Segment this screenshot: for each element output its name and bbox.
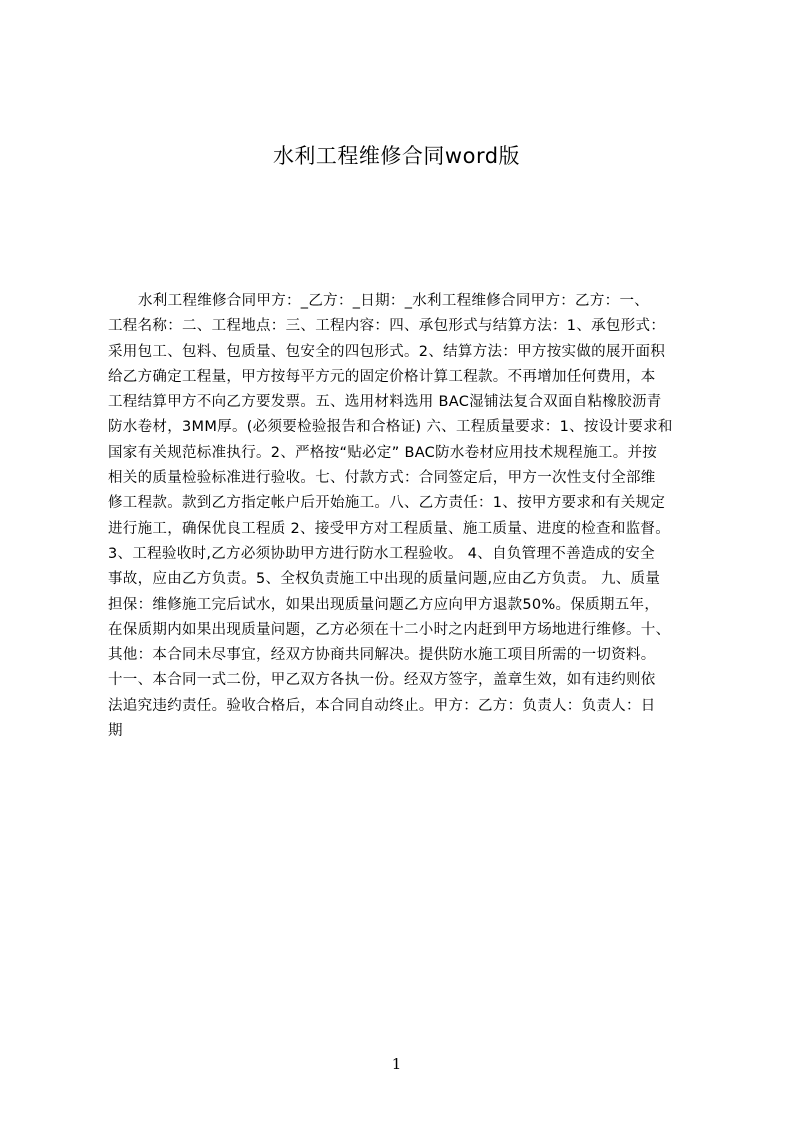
body-line: 国家有关规范标准执行。2、严格按“贴必定” BAC防水卷材应用技术规程施工。并按 <box>108 444 658 461</box>
body-line: 事故，应由乙方负责。5、全权负责施工中出现的质量问题,应由乙方负责。 九、质量 <box>108 571 661 588</box>
document-title: 水利工程维修合同word版 <box>272 144 521 168</box>
body-line: 给乙方确定工程量，甲方按每平方元的固定价格计算工程款。不再增加任何费用，本 <box>108 368 656 385</box>
body-line: 3、工程验收时,乙方必须协助甲方进行防水工程验收。 4、自负管理不善造成的安全 <box>108 545 655 562</box>
body-line: 水利工程维修合同甲方：_乙方：_日期：_水利工程维修合同甲方：乙方：一、 <box>138 293 650 309</box>
body-line: 进行施工，确保优良工程质 2、接受甲方对工程质量、施工质量、进度的检查和监督。 <box>108 520 671 537</box>
body-line: 十一、本合同一式二份，甲乙双方各执一份。经双方签字，盖章生效，如有违约则依 <box>108 672 656 689</box>
body-line: 法追究违约责任。验收合格后，本合同自动终止。甲方：乙方：负责人：负责人：日 <box>108 697 656 714</box>
body-line: 修工程款。款到乙方指定帐户后开始施工。八、乙方责任：1、按甲方要求和有关规定 <box>108 495 666 512</box>
body-line: 其他：本合同未尽事宜，经双方协商共同解决。提供防水施工项目所需的一切资料。 <box>108 647 656 664</box>
body-line: 防水卷材，3MM厚。(必须要检验报告和合格证) 六、工程质量要求：1、按设计要求和 <box>108 419 673 436</box>
contract-body <box>108 289 698 744</box>
body-line: 在保质期内如果出现质量问题，乙方必须在十二小时之内赶到甲方场地进行维修。十、 <box>108 621 671 638</box>
body-line: 期 <box>108 723 123 740</box>
body-line: 采用包工、包料、包质量、包安全的四包形式。2、结算方法：甲方按实做的展开面积 <box>108 343 666 360</box>
page-number: 1 <box>391 1055 402 1073</box>
body-line: 相关的质量检验标准进行验收。七、付款方式：合同签定后，甲方一次性支付全部维 <box>108 470 656 487</box>
body-line: 工程名称：二、工程地点：三、工程内容：四、承包形式与结算方法：1、承包形式： <box>108 318 666 335</box>
body-line: 担保：维修施工完后试水，如果出现质量问题乙方应向甲方退款50%。保质期五年， <box>108 596 660 613</box>
body-line: 工程结算甲方不向乙方要发票。五、选用材料选用 BAC湿铺法复合双面自粘橡胶沥青 <box>108 394 662 411</box>
